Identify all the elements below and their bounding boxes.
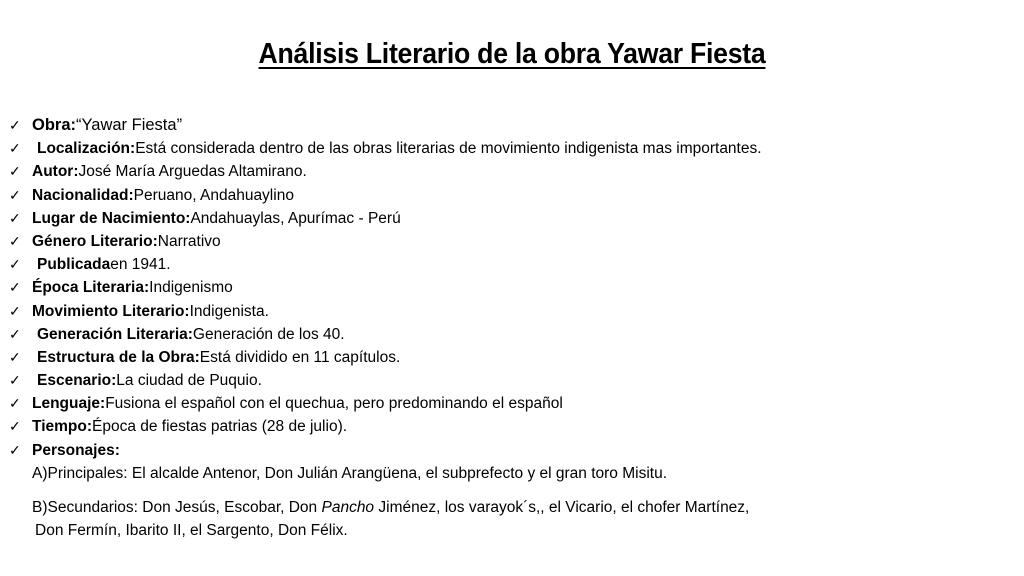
list-item-autor xyxy=(9,160,1009,183)
item-value: Fusiona el español con el quechua, pero predominando el español xyxy=(105,395,563,413)
checkmark-icon: ✓ xyxy=(9,372,21,389)
secundarios-italic: Pancho xyxy=(321,498,375,516)
item-value: Indigenista. xyxy=(189,302,269,320)
list-item-tiempo xyxy=(9,415,1009,438)
list-item-movimiento xyxy=(9,300,1009,323)
list-item-lenguaje xyxy=(9,392,1009,415)
checkmark-icon: ✓ xyxy=(9,256,21,273)
item-label: Lenguaje: xyxy=(32,395,106,413)
item-label: Personajes: xyxy=(32,441,120,459)
checkmark-icon: ✓ xyxy=(9,279,21,296)
list-item-generacion xyxy=(9,323,1009,346)
item-label: Lugar de Nacimiento: xyxy=(32,209,191,227)
item-value: Narrativo xyxy=(157,232,221,250)
list-item-estructura xyxy=(9,346,1009,369)
item-value: en 1941. xyxy=(110,256,171,274)
item-value: Época de fiestas patrias (28 de julio). xyxy=(92,418,348,436)
analysis-list xyxy=(9,114,1009,542)
list-item-epoca xyxy=(9,276,1009,299)
secundarios-text-b: Jiménez, los varayok´s,, el Vicario, el chofer Martínez, xyxy=(374,498,750,516)
personajes-secundarios xyxy=(9,496,1009,519)
list-item-obra xyxy=(9,114,1009,137)
item-label: Género Literario: xyxy=(32,232,158,250)
list-item-personajes xyxy=(9,439,1009,462)
checkmark-icon: ✓ xyxy=(9,395,21,412)
item-label: Época Literaria: xyxy=(32,279,150,297)
item-value: Generación de los 40. xyxy=(192,325,345,343)
item-value: Indigenismo xyxy=(149,279,233,297)
item-value: Está considerada dentro de las obras literarias de movimiento indigenista mas importantes. xyxy=(135,140,762,158)
secundarios-text-a: B)Secundarios: Don Jesús, Escobar, Don xyxy=(32,498,322,516)
item-value: La ciudad de Puquio. xyxy=(116,372,262,390)
item-label: Localización: xyxy=(37,140,136,158)
checkmark-icon: ✓ xyxy=(9,441,21,458)
item-label: Obra: xyxy=(32,116,77,134)
item-label: Autor: xyxy=(32,163,79,181)
item-label: Generación Literaria: xyxy=(37,325,193,343)
list-item-localizacion xyxy=(9,137,1009,160)
checkmark-icon: ✓ xyxy=(9,163,21,180)
item-value: Peruano, Andahuaylino xyxy=(133,186,294,204)
checkmark-icon: ✓ xyxy=(9,140,21,157)
checkmark-icon: ✓ xyxy=(9,186,21,203)
item-label: Publicada xyxy=(37,256,111,274)
list-item-lugar-nacimiento xyxy=(9,207,1009,230)
item-value: Andahuaylas, Apurímac - Perú xyxy=(190,209,401,227)
checkmark-icon: ✓ xyxy=(9,232,21,249)
checkmark-icon: ✓ xyxy=(9,117,21,133)
item-label: Escenario: xyxy=(37,372,117,390)
list-item-genero xyxy=(9,230,1009,253)
item-label: Estructura de la Obra: xyxy=(37,348,200,366)
personajes-principales: A)Principales: El alcalde Antenor, Don Julián Arangüena, el subprefecto y el gran toro Misitu. xyxy=(32,464,668,482)
item-value: Está dividido en 11 capítulos. xyxy=(199,348,401,366)
list-item-nacionalidad xyxy=(9,184,1009,207)
checkmark-icon: ✓ xyxy=(9,325,21,342)
personajes-secundarios-line2: Don Fermín, Ibarito II, el Sargento, Don Félix. xyxy=(35,521,348,539)
checkmark-icon: ✓ xyxy=(9,418,21,435)
item-label: Tiempo: xyxy=(32,418,92,436)
list-item-escenario xyxy=(9,369,1009,392)
page-title: Análisis Literario de la obra Yawar Fiesta xyxy=(258,38,766,70)
item-label: Movimiento Literario: xyxy=(32,302,190,320)
checkmark-icon: ✓ xyxy=(9,302,21,319)
item-value: José María Arguedas Altamirano. xyxy=(78,163,307,181)
checkmark-icon: ✓ xyxy=(9,348,21,365)
item-value: “Yawar Fiesta” xyxy=(76,116,183,134)
list-item-publicada xyxy=(9,253,1009,276)
checkmark-icon: ✓ xyxy=(9,209,21,226)
item-label: Nacionalidad: xyxy=(32,186,134,204)
